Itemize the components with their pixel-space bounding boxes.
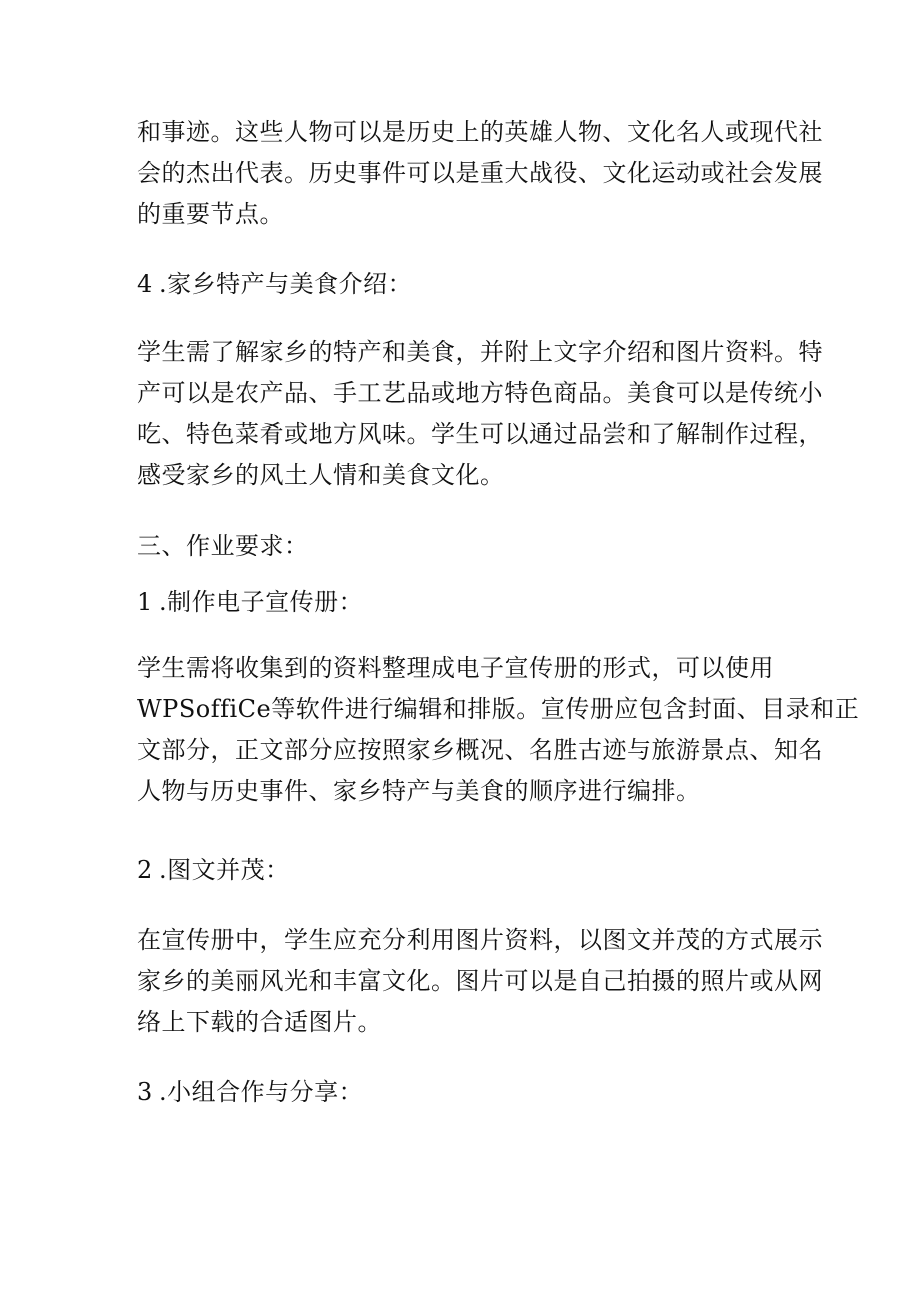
text-line: WPSoffiCe等软件进行编辑和排版。宣传册应包含封面、目录和正: [137, 695, 860, 723]
text-line: 学生需了解家乡的特产和美食，并附上文字介绍和图片资料。特: [137, 338, 823, 366]
text-line: 人物与历史事件、家乡特产与美食的顺序进行编排。: [137, 777, 701, 805]
text-line: 的重要节点。: [137, 200, 284, 228]
heading-number: 4: [137, 270, 153, 298]
heading-number: 1: [137, 588, 153, 616]
heading-text: .制作电子宣传册：: [159, 588, 364, 616]
text-line: 产可以是农产品、手工艺品或地方特色商品。美食可以是传统小: [137, 379, 823, 407]
heading-number: 3: [137, 1078, 153, 1106]
paragraph-e-brochure: [137, 648, 860, 812]
heading-text: .图文并茂：: [159, 856, 290, 884]
paragraph-figures-events: [137, 112, 823, 235]
heading-text: .家乡特产与美食介绍：: [159, 270, 413, 298]
text-line: 文部分，正文部分应按照家乡概况、名胜古迹与旅游景点、知名: [137, 736, 823, 764]
text-line: 学生需将收集到的资料整理成电子宣传册的形式，可以使用: [137, 654, 774, 682]
paragraph-text-and-images: [137, 920, 823, 1043]
text-line: 和事迹。这些人物可以是历史上的英雄人物、文化名人或现代社: [137, 118, 823, 146]
heading-e-brochure: [137, 582, 363, 623]
heading-text: .小组合作与分享：: [159, 1078, 364, 1106]
text-line: 家乡的美丽风光和丰富文化。图片可以是自己拍摄的照片或从网: [137, 967, 823, 995]
heading-number: 2: [137, 856, 153, 884]
paragraph-specialties-food: [137, 332, 823, 496]
heading-specialties-food: [137, 264, 412, 305]
heading-text-and-images: [137, 850, 290, 891]
section-title-requirements: 三、作业要求：: [137, 532, 309, 560]
text-line: 络上下载的合适图片。: [137, 1008, 382, 1036]
heading-group-cooperation: [137, 1072, 363, 1113]
text-line: 会的杰出代表。历史事件可以是重大战役、文化运动或社会发展: [137, 159, 823, 187]
text-line: 吃、特色菜肴或地方风味。学生可以通过品尝和了解制作过程，: [137, 420, 823, 448]
text-line: 感受家乡的风土人情和美食文化。: [137, 461, 505, 489]
text-line: 在宣传册中，学生应充分利用图片资料，以图文并茂的方式展示: [137, 926, 823, 954]
